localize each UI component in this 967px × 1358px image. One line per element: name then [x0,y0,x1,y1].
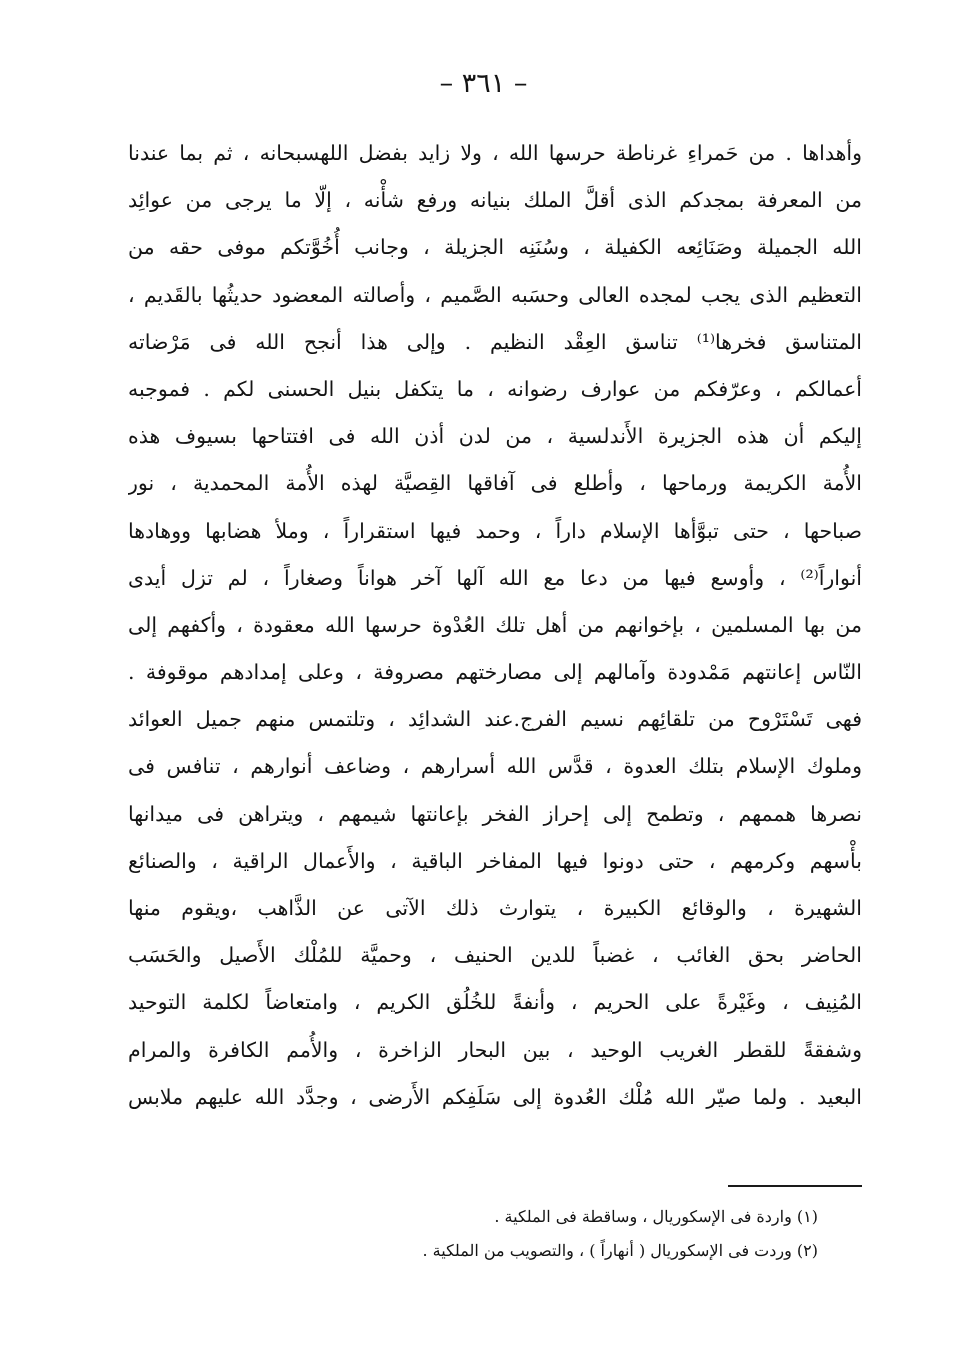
text-line: الله الجميلة وصَنَائِعه الكفيلة ، وسُنَنِه الجزيلة ، وجانب أُخُوَّتكم موفى حقه من [128,235,862,260]
text-line: أعمالكم ، وعرّفكم من عوارف رضوانه ، ما يتكفل بنيل الحسنى لكم . فموجبه [128,376,862,401]
text-line: الحاضر بحق الغائب ، غضباً للدين الحنيف ، وحميَّة للمُلْك الأَصيل والحَسَب [128,943,862,968]
text-line: وشفقةً للقطر الغريب الوحيد ، بين البحار الزاخرة ، والأُمم الكافرة والمرام [128,1037,862,1062]
text-line: فهى تَسْتَرْوح من تلقائِهم نسيم الفرج.عند الشدائِد ، وتلتمس منهم جميل العوائد [128,707,862,732]
text-line: الأُمة الكريمة ورماحها ، وأطلع فى آفاقها القِصيَّة لهذه الأُمة المحمدية ، نور [128,471,862,496]
text-line: إليكم أن هذه الجزيرة الأَندلسية ، من لدن أذن الله فى افتتاحها بسيوف هذه [128,424,862,449]
footnotes [300,1200,818,1268]
text-line: التعظيم الذى يجب لمجده العالى وحسَبه الصَّميم ، وأصالته المعضود حديثُها بالقَديم ، [128,282,862,307]
text-line: المتناسق فخرها⁽¹⁾ تناسق العِقْد النظيم . وإلى هذا أنجح الله فى مَرْضاته [128,329,862,354]
text-line: نصرها هممهم ، وتطمح إلى إحراز الفخر بإعانتها شيمهم ، ويتراهن فى ميدانها [128,801,862,826]
footnote: (١) واردة فى الإسكوريال ، وساقطة فى الملكية . [494,1207,818,1226]
text-line: بأْسهم وكرمهم ، حتى دونوا فيها المفاخر الباقية ، والأَعمال الراقية ، والصنائع [128,848,862,873]
text-line: من بها المسلمين ، بإخوانهم من أهل تلك العُدْوة حرسها الله معقودة ، وأكفهم إلى [128,612,862,637]
text-line: أنواراً⁽²⁾ ، وأوسع فيها من دعا مع الله آلها آخر هواناً وصغاراً ، لم تزل أيدى [128,565,862,590]
footnote: (٢) وردت فى الإسكوريال ( أنهاراً ) ، والتصويب من الملكية . [422,1241,818,1260]
text-line: المُنِيف ، وغَيْرةً على الحريم ، وأنفةً للخُلُق الكريم ، وامتعاضاً لكلمة التوحيد [128,990,862,1015]
text-line: وأهداها . من حَمراءِ غرناطة حرسها الله ، ولا زايد بفضل اللهسبحانه ، ثم بما عندنا [128,141,862,165]
text-line: من المعرفة بمجدكم الذى أقلَّ الملك بنيانه ورفع شأْنه ، إلّا ما يرجى من عوائِد [128,188,862,213]
text-line: صباحها ، حتى تبوَّأها الإسلام داراً ، وحمد فيها استقراراً ، وملأ هضابها ووهادها [128,518,862,543]
page-number: – ٣٦١ – [439,68,528,99]
body-text [128,130,862,1121]
text-line: البعيد . ولما صيّر الله مُلْك العُدوة إلى سَلَفِكم الأَرضى ، وجدَّد الله عليهم ملابس [128,1084,862,1109]
footnote-divider [728,1185,862,1187]
text-line: الشهيرة ، والوقائع الكبيرة ، يتوارث ذلك الآتى عن الذَّاهب ،ويقوم منها [128,896,862,920]
text-line: وملوك الإسلام بتلك العدوة ، قدَّس الله أسرارهم ، وضاعف أنوارهم ، تنافس فى [128,754,862,779]
text-line: النّاس إعانتهم مَمْدودة وآمالهم إلى مصارختهم مصروفة ، وعلى إمدادهم موقوفة . [128,660,862,685]
